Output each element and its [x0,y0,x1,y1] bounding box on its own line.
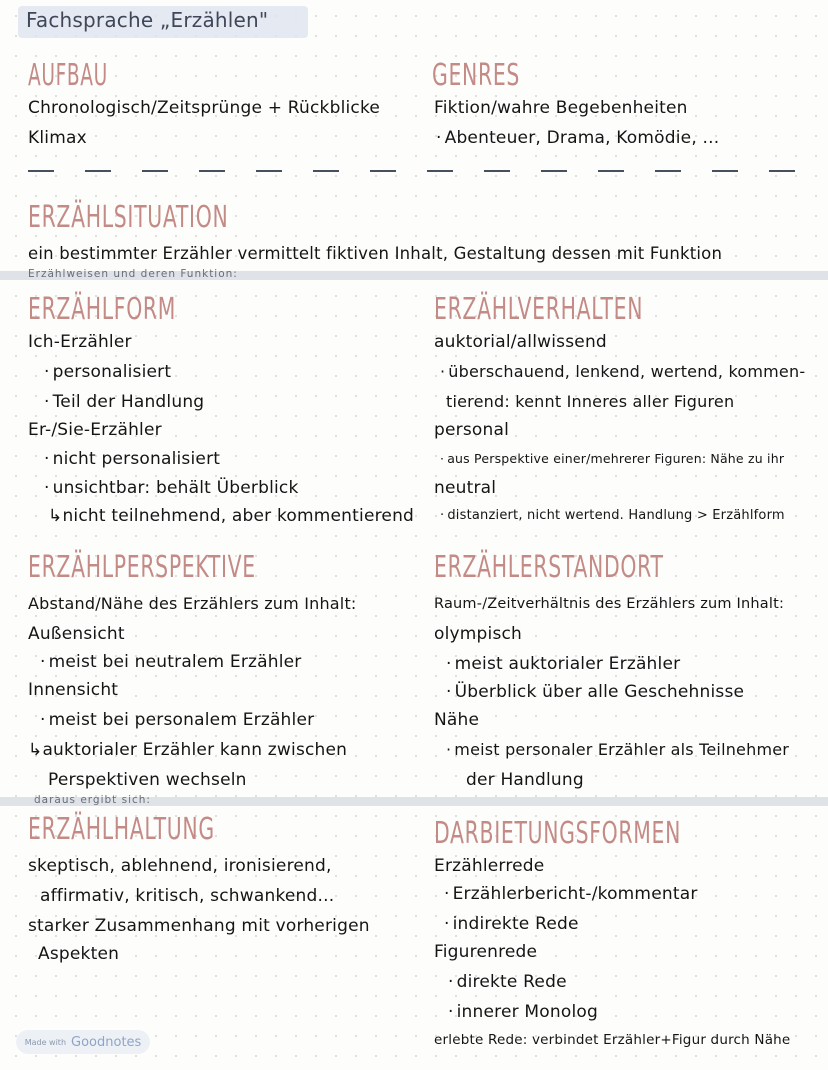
erzaehlperspektive-line-7: Perspektiven wechseln [48,770,247,790]
erzaehlform-line-5: · nicht personalisiert [44,449,220,469]
heading-darbietungsformen: DARBIETUNGSFORMEN [434,816,682,851]
erzaehlperspektive-line-1: Abstand/Nähe des Erzählers zum Inhalt: [28,594,357,613]
darbietungsformen-line-7: erlebte Rede: verbindet Erzähler+Figur durch Nähe [434,1032,791,1048]
heading-erzaehlhaltung: ERZÄHLHALTUNG [28,812,215,847]
erzaehlhaltung-line-2: affirmativ, kritisch, schwankend... [40,886,335,906]
heading-aufbau: AUFBAU [28,58,108,93]
erzaehlerstandort-line-5: Nähe [434,710,480,730]
erzaehlhaltung-line-1: skeptisch, ablehnend, ironisierend, [28,856,332,876]
erzaehlverhalten-line-4: personal [434,420,510,440]
erzaehlform-line-2: · personalisiert [44,362,171,382]
erzaehlperspektive-line-6: ↳auktorialer Erzähler kann zwischen [28,740,348,760]
erzaehlhaltung-line-4: Aspekten [38,944,120,964]
erzaehlform-line-3: · Teil der Handlung [44,392,204,412]
badge-made-with: Made with [24,1037,67,1047]
darbietungsformen-line-5: · direkte Rede [448,972,567,992]
band-note-1: Erzählweisen und deren Funktion: [28,268,238,280]
erzaehlverhalten-line-6: neutral [434,478,497,498]
erzaehlperspektive-line-2: Außensicht [28,624,125,644]
genres-line-1: Fiktion/wahre Begebenheiten [434,98,688,118]
aufbau-line-1: Chronologisch/Zeitsprünge + Rückblicke [28,98,381,118]
badge-brand: Goodnotes [71,1034,142,1050]
heading-genres: GENRES [432,58,521,93]
heading-erzaehlperspektive: ERZÄHLPERSPEKTIVE [28,550,256,585]
erzaehlerstandort-line-6: · meist personaler Erzähler als Teilnehmer [446,740,789,759]
erzaehlverhalten-line-7: · distanziert, nicht wertend. Handlung > Erzählform [440,508,785,523]
erzaehlform-line-1: Ich-Erzähler [28,332,132,352]
erzaehlperspektive-line-3: · meist bei neutralem Erzähler [40,652,302,672]
heading-erzaehlform: ERZÄHLFORM [28,292,177,327]
heading-erzaehlerstandort: ERZÄHLERSTANDORT [434,550,664,585]
erzaehlform-line-6: · unsichtbar: behält Überblick [44,478,299,498]
erzaehlverhalten-line-2: · überschauend, lenkend, wertend, kommen- [440,362,805,381]
erzaehlverhalten-line-5: · aus Perspektive einer/mehrerer Figuren: Nähe zu ihr [440,451,784,466]
dashed-divider [28,170,814,172]
page-title: Fachsprache „Erzählen" [26,8,269,32]
erzaehlerstandort-line-1: Raum-/Zeitverhältnis des Erzählers zum Inhalt: [434,596,785,612]
erzaehlperspektive-line-5: · meist bei personalem Erzähler [40,710,314,730]
darbietungsformen-line-1: Erzählerrede [434,856,545,876]
erzaehlverhalten-line-1: auktorial/allwissend [434,332,607,352]
darbietungsformen-line-4: Figurenrede [434,942,538,962]
heading-erzaehlverhalten: ERZÄHLVERHALTEN [434,292,644,327]
erzaehlperspektive-line-4: Innensicht [28,680,119,700]
aufbau-line-2: Klimax [28,128,87,148]
genres-line-2: · Abenteuer, Drama, Komödie, ... [436,128,719,148]
erzaehlverhalten-line-3: tierend: kennt Inneres aller Figuren [446,392,735,411]
darbietungsformen-line-2: · Erzählerbericht-/kommentar [444,884,698,904]
band-note-2: daraus ergibt sich: [34,794,151,806]
erzaehlform-line-4: Er-/Sie-Erzähler [28,420,162,440]
goodnotes-badge [16,1030,150,1054]
darbietungsformen-line-6: · innerer Monolog [448,1002,598,1022]
darbietungsformen-line-3: · indirekte Rede [444,914,579,934]
heading-erzaehlsituation: ERZÄHLSITUATION [28,200,229,235]
erzaehlform-line-7: ↳nicht teilnehmend, aber kommentierend [48,506,415,526]
erzaehlsituation-line-1: ein bestimmter Erzähler vermittelt fiktiven Inhalt, Gestaltung dessen mit Funktion [28,244,723,263]
erzaehlerstandort-line-7: der Handlung [466,770,584,790]
erzaehlerstandort-line-2: olympisch [434,624,523,644]
erzaehlerstandort-line-3: · meist auktorialer Erzähler [446,654,680,674]
erzaehlhaltung-line-3: starker Zusammenhang mit vorherigen [28,916,370,936]
erzaehlerstandort-line-4: · Überblick über alle Geschehnisse [446,682,744,702]
